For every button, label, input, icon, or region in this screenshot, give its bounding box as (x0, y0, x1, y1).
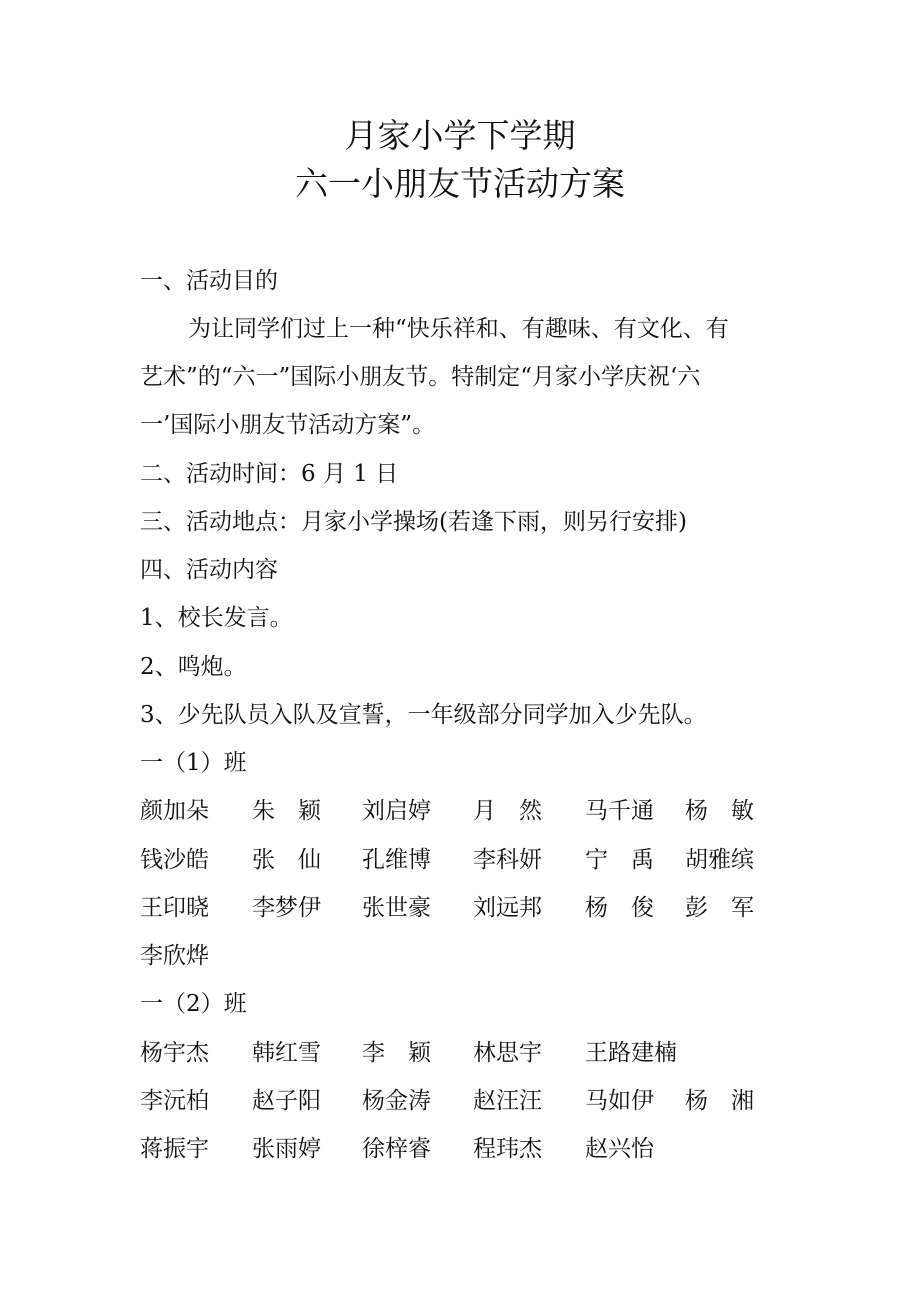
document-title-line1: 月家小学下学期 (344, 116, 576, 155)
content-item-1: 1、校长发言。 (140, 605, 293, 631)
student-name: 刘启婷 (362, 798, 431, 824)
student-name: 孔维博 (362, 847, 431, 873)
student-name: 杨 湘 (685, 1088, 754, 1114)
student-name: 张雨婷 (252, 1136, 321, 1162)
activity-time: 二、活动时间：6 月 1 日 (140, 461, 399, 487)
class2-name-row (140, 1038, 780, 1068)
class1-name-row (140, 941, 780, 971)
student-name: 王印晓 (140, 895, 209, 921)
student-name: 赵兴怡 (585, 1136, 654, 1162)
student-name: 宁 禹 (585, 847, 654, 873)
student-name: 王路建楠 (585, 1040, 677, 1066)
class2-label: 一（2）班 (140, 991, 247, 1017)
student-name: 刘远邦 (473, 895, 542, 921)
student-name: 李沅柏 (140, 1088, 209, 1114)
student-name: 杨 俊 (585, 895, 654, 921)
student-name: 赵汪汪 (473, 1088, 542, 1114)
student-name: 韩红雪 (252, 1040, 321, 1066)
student-name: 颜加朵 (140, 798, 209, 824)
student-name: 赵子阳 (252, 1088, 321, 1114)
document-title-line2: 六一小朋友节活动方案 (295, 164, 625, 203)
class2-name-row (140, 1134, 780, 1164)
student-name: 月 然 (473, 798, 542, 824)
student-name: 林思宇 (473, 1040, 542, 1066)
purpose-paragraph-line2: 艺术”的“六一”国际小朋友节。特制定“月家小学庆祝‘六 (140, 364, 701, 390)
student-name: 张 仙 (252, 847, 321, 873)
student-name: 徐梓睿 (362, 1136, 431, 1162)
student-name: 李 颖 (362, 1040, 431, 1066)
student-name: 彭 军 (685, 895, 754, 921)
class1-label: 一（1）班 (140, 750, 247, 776)
student-name: 朱 颖 (252, 798, 321, 824)
student-name: 杨宇杰 (140, 1040, 209, 1066)
activity-location: 三、活动地点：月家小学操场(若逢下雨，则另行安排) (140, 509, 687, 535)
student-name: 马千通 (585, 798, 654, 824)
student-name: 蒋振宇 (140, 1136, 209, 1162)
student-name: 杨 敏 (685, 798, 754, 824)
student-name: 马如伊 (585, 1088, 654, 1114)
class1-name-row (140, 893, 780, 923)
student-name: 胡雅缤 (685, 847, 754, 873)
class1-name-row (140, 796, 780, 826)
class2-name-row (140, 1086, 780, 1116)
student-name: 钱沙皓 (140, 847, 209, 873)
class1-name-row (140, 845, 780, 875)
student-name: 李欣烨 (140, 943, 209, 969)
purpose-heading: 一、活动目的 (140, 268, 278, 294)
student-name: 李梦伊 (252, 895, 321, 921)
student-name: 程玮杰 (473, 1136, 542, 1162)
activity-content-heading: 四、活动内容 (140, 557, 278, 583)
purpose-paragraph-line1: 为让同学们过上一种“快乐祥和、有趣味、有文化、有 (188, 316, 729, 342)
content-item-3: 3、少先队员入队及宣誓，一年级部分同学加入少先队。 (140, 702, 707, 728)
student-name: 张世豪 (362, 895, 431, 921)
student-name: 李科妍 (473, 847, 542, 873)
content-item-2: 2、鸣炮。 (140, 654, 247, 680)
purpose-paragraph-line3: 一’国际小朋友节活动方案”。 (140, 412, 436, 438)
student-name: 杨金涛 (362, 1088, 431, 1114)
